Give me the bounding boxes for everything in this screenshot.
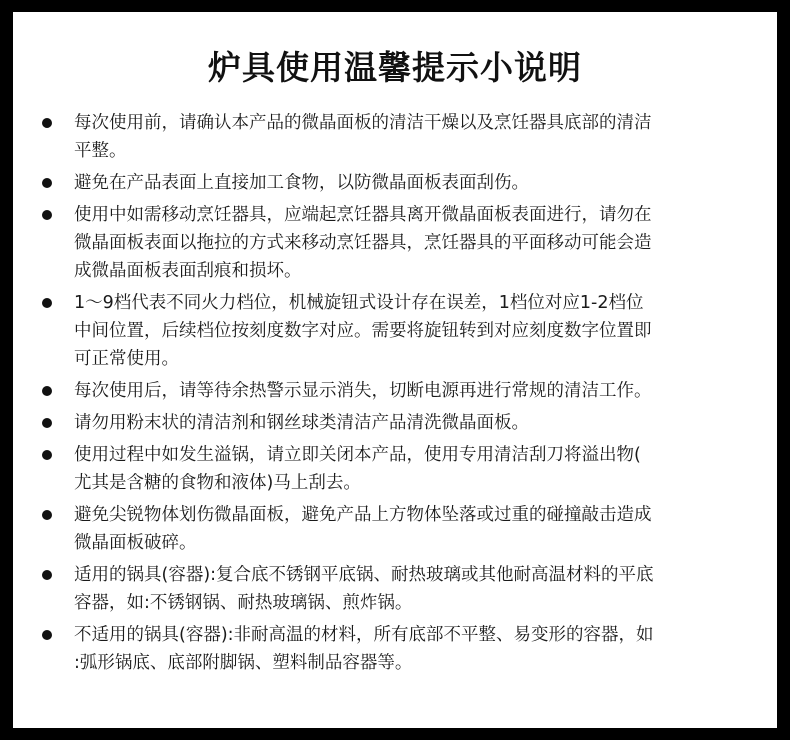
list-item (13, 621, 777, 677)
bullet-icon (42, 450, 52, 460)
instruction-card (13, 12, 777, 728)
tip-text: 1～9档代表不同火力档位，机械旋钮式设计存在误差，1档位对应1-2档位 中间位置，后续档位按刻度数字对应。需要将旋钮转到对应刻度数字位置即 可正常使用。 (74, 293, 652, 369)
tips-list (13, 109, 777, 681)
list-item (13, 289, 777, 373)
list-item (13, 169, 777, 197)
tip-text: 避免尖锐物体划伤微晶面板，避免产品上方物体坠落或过重的碰撞敲击造成 微晶面板破碎。 (74, 505, 652, 553)
bullet-icon (42, 418, 52, 428)
tip-text: 避免在产品表面上直接加工食物，以防微晶面板表面刮伤。 (74, 173, 529, 193)
tip-text: 不适用的锅具(容器):非耐高温的材料，所有底部不平整、易变形的容器，如 :弧形锅底、底部附脚锅、塑料制品容器等。 (74, 625, 654, 673)
list-item (13, 561, 777, 617)
bullet-icon (42, 510, 52, 520)
list-item (13, 409, 777, 437)
list-item (13, 109, 777, 165)
tip-text: 每次使用前，请确认本产品的微晶面板的清洁干燥以及烹饪器具底部的清洁 平整。 (74, 113, 652, 161)
bullet-icon (42, 570, 52, 580)
list-item (13, 201, 777, 285)
bullet-icon (42, 630, 52, 640)
page-title: 炉具使用温馨提示小说明 (208, 48, 582, 87)
tip-text: 请勿用粉末状的清洁剂和钢丝球类清洁产品清洗微晶面板。 (74, 413, 529, 433)
bullet-icon (42, 118, 52, 128)
tip-text: 使用中如需移动烹饪器具，应端起烹饪器具离开微晶面板表面进行，请勿在 微晶面板表面以拖拉的方式来移动烹饪器具，烹饪器具的平面移动可能会造 成微晶面板表面刮痕和损坏。 (74, 205, 652, 281)
list-item (13, 377, 777, 405)
tip-text: 使用过程中如发生溢锅，请立即关闭本产品，使用专用清洁刮刀将溢出物( 尤其是含糖的食物和液体)马上刮去。 (74, 445, 641, 493)
tip-text: 每次使用后，请等待余热警示显示消失，切断电源再进行常规的清洁工作。 (74, 381, 652, 401)
bullet-icon (42, 298, 52, 308)
bullet-icon (42, 210, 52, 220)
bullet-icon (42, 386, 52, 396)
list-item (13, 441, 777, 497)
tip-text: 适用的锅具(容器):复合底不锈钢平底锅、耐热玻璃或其他耐高温材料的平底 容器，如:不锈钢锅、耐热玻璃锅、煎炸锅。 (74, 565, 654, 613)
bullet-icon (42, 178, 52, 188)
list-item (13, 501, 777, 557)
